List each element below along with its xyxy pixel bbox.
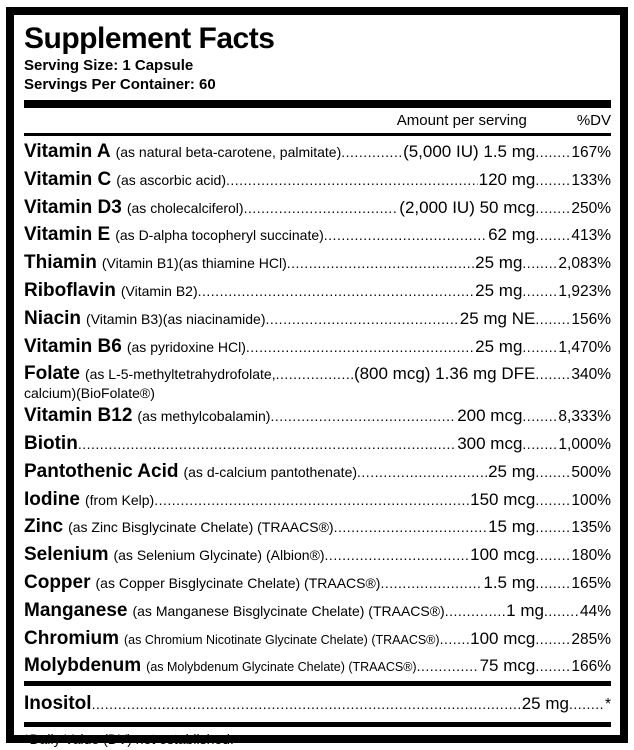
nutrient-amount: 300 mcg [457,433,523,453]
nutrient-row [24,431,611,459]
dot-leader [569,690,605,719]
dot-leader [287,250,474,277]
dot-leader [270,403,456,430]
nutrient-row [24,334,611,362]
header-divider [24,133,611,136]
nutrient-row [24,459,611,487]
nutrient-row [24,139,611,167]
nutrient-name: Vitamin B12 [24,405,133,427]
nutrient-name: Iodine [24,488,80,510]
thick-divider-other-ingredients [24,681,611,686]
nutrient-amount: (5,000 IU) 1.5 mg [403,142,536,161]
nutrient-row [24,403,611,431]
percent-dv-header: %DV [576,112,611,129]
dot-leader [92,690,521,719]
nutrient-dv: 250% [571,199,611,217]
nutrient-desc: (as d-calcium pantothenate) [183,463,358,480]
nutrient-desc: (as ascorbic acid) [116,171,226,188]
nutrient-row [24,167,611,195]
nutrient-row [24,306,611,334]
nutrient-amount: (800 mcg) 1.36 mg DFE [353,364,536,384]
nutrient-dv: 166% [571,658,611,676]
nutrient-desc: (as Manganese Bisglycinate Chelate) (TRAACS®) [132,602,445,619]
nutrient-dv: 1,000% [558,435,611,453]
nutrient-desc: (as methylcobalamin) [137,408,271,425]
nutrient-amount: (2,000 IU) 50 mcg [399,197,536,217]
nutrient-name: Copper [24,571,91,593]
nutrient-desc: (as Chromium Nicotinate Glycinate Chelate) (TRAACS®) [124,632,440,647]
nutrient-name: Vitamin A [24,141,111,162]
nutrient-amount: 15 mg [488,517,536,537]
servings-per-container: Servings Per Container: 60 [24,76,216,93]
nutrient-dv: 133% [571,171,611,189]
nutrient-amount: 25 mg [475,280,523,300]
dot-leader [535,514,571,541]
nutrient-dv: 156% [571,310,611,328]
dot-leader [535,361,571,388]
nutrient-desc: (as natural beta-carotene, palmitate) [115,144,342,160]
nutrient-dv: 500% [571,463,611,481]
dot-leader [417,653,479,680]
nutrient-dv: 2,083% [558,255,611,273]
dot-leader [276,361,353,388]
dot-leader [544,598,580,625]
nutrient-desc: (Vitamin B1)(as thiamine HCl) [101,255,287,272]
dot-leader [246,334,474,361]
dot-leader [341,139,402,166]
dot-leader [535,653,571,680]
nutrient-dv: 100% [571,491,611,509]
nutrient-name: Vitamin E [24,224,111,246]
nutrient-desc: (from Kelp) [84,491,155,508]
dot-leader [535,570,571,597]
nutrient-dv: 135% [571,519,611,537]
nutrient-row [24,598,611,626]
nutrient-amount: 1.5 mg [483,572,536,592]
dot-leader [522,403,558,430]
nutrient-name: Vitamin B6 [24,335,122,357]
dot-leader [535,487,571,514]
nutrient-name: Vitamin C [24,168,112,190]
column-header [24,108,611,133]
nutrient-dv: * [604,696,611,714]
dot-leader [535,459,571,486]
nutrient-amount: 25 mg [475,253,523,273]
dot-leader [522,334,558,361]
nutrient-amount: 100 mcg [470,545,536,565]
nutrient-dv: 44% [579,602,611,620]
nutrient-desc-continuation: calcium)(BioFolate®) [24,385,155,402]
nutrient-desc: (as pyridoxine HCl) [126,338,246,355]
nutrient-amount: 1 mg [506,600,544,620]
nutrient-desc: (Vitamin B2) [120,282,198,299]
nutrient-amount: 150 mcg [470,489,536,509]
daily-value-footnote: *Daily Value (DV) not established. [24,731,234,748]
other-ingredient-rows [24,689,611,719]
nutrient-name: Molybdenum [24,655,142,677]
nutrient-name: Zinc [24,516,64,538]
dot-leader [226,167,478,194]
dot-leader [522,278,558,305]
nutrient-name: Niacin [24,307,82,329]
nutrient-name: Chromium [24,627,119,649]
nutrient-dv: 413% [571,227,611,245]
nutrient-name: Riboflavin [24,279,116,301]
nutrient-dv: 285% [571,630,611,648]
nutrient-amount: 25 mg NE [459,308,536,328]
nutrient-amount: 120 mg [478,169,536,189]
nutrient-row [24,250,611,278]
nutrient-name: Vitamin D3 [24,196,122,218]
nutrient-amount: 25 mg [488,461,536,481]
nutrient-amount: 75 mcg [479,656,536,676]
nutrient-amount: 62 mg [488,225,536,245]
dot-leader [535,626,571,653]
nutrient-row [24,514,611,542]
nutrient-desc: (as Molybdenum Glycinate Chelate) (TRAACS®) [146,660,417,675]
panel-title: Supplement Facts [24,22,275,55]
nutrient-dv: 167% [571,144,611,161]
nutrient-dv: 1,923% [558,282,611,300]
dot-leader [325,542,470,569]
supplement-facts-panel [6,7,628,748]
thick-divider-top [24,100,611,108]
dot-leader [357,459,487,486]
nutrient-desc: (as D-alpha tocopheryl succinate) [115,227,324,244]
dot-leader [535,195,571,222]
serving-size: Serving Size: 1 Capsule [24,57,194,74]
amount-per-serving-header: Amount per serving [396,112,527,129]
dot-leader [198,278,475,305]
dot-leader [535,167,571,194]
nutrient-row [24,278,611,306]
dot-leader [244,195,399,222]
nutrient-dv: 1,470% [558,338,611,356]
nutrient-desc: (as Copper Bisglycinate Chelate) (TRAACS®) [95,574,381,591]
dot-leader [154,487,469,514]
dot-leader [522,431,558,458]
nutrient-name: Manganese [24,599,128,621]
dot-leader [266,306,459,333]
nutrient-dv: 340% [571,366,611,384]
nutrient-rows [24,139,611,681]
nutrient-name: Biotin [24,432,78,454]
dot-leader [445,598,505,625]
thick-divider-bottom [24,722,611,727]
nutrient-desc: (Vitamin B3)(as niacinamide) [86,310,266,327]
dot-leader [78,431,456,458]
nutrient-row [24,222,611,250]
nutrient-dv: 8,333% [558,408,611,426]
nutrient-desc: (as L-5-methyltetrahydrofolate, [84,366,276,383]
nutrient-row [24,653,611,681]
nutrient-row [24,626,611,654]
nutrient-name: Pantothenic Acid [24,460,179,482]
nutrient-dv: 180% [571,547,611,565]
nutrient-row [24,487,611,515]
nutrient-name: Inositol [24,693,92,715]
nutrient-amount: 25 mg [521,694,569,714]
nutrient-row [24,195,611,223]
nutrient-dv: 165% [571,574,611,592]
nutrient-name: Folate [24,363,80,385]
nutrient-desc: (as Zinc Bisglycinate Chelate) (TRAACS®) [68,519,334,536]
nutrient-row [24,542,611,570]
dot-leader [380,570,482,597]
nutrient-amount: 200 mcg [457,406,523,426]
nutrient-row [24,570,611,598]
dot-leader [535,139,571,166]
dot-leader [334,514,488,541]
nutrient-name: Thiamin [24,252,97,274]
nutrient-amount: 25 mg [475,336,523,356]
nutrient-desc: (as Selenium Glycinate) (Albion®) [113,547,325,564]
dot-leader [440,626,470,653]
dot-leader [535,222,571,249]
dot-leader [324,222,487,249]
nutrient-amount: 100 mcg [470,628,536,648]
dot-leader [535,306,571,333]
nutrient-desc: (as cholecalciferol) [126,199,244,216]
nutrient-name: Selenium [24,544,109,566]
dot-leader [535,542,571,569]
nutrient-row [24,689,611,719]
dot-leader [522,250,558,277]
